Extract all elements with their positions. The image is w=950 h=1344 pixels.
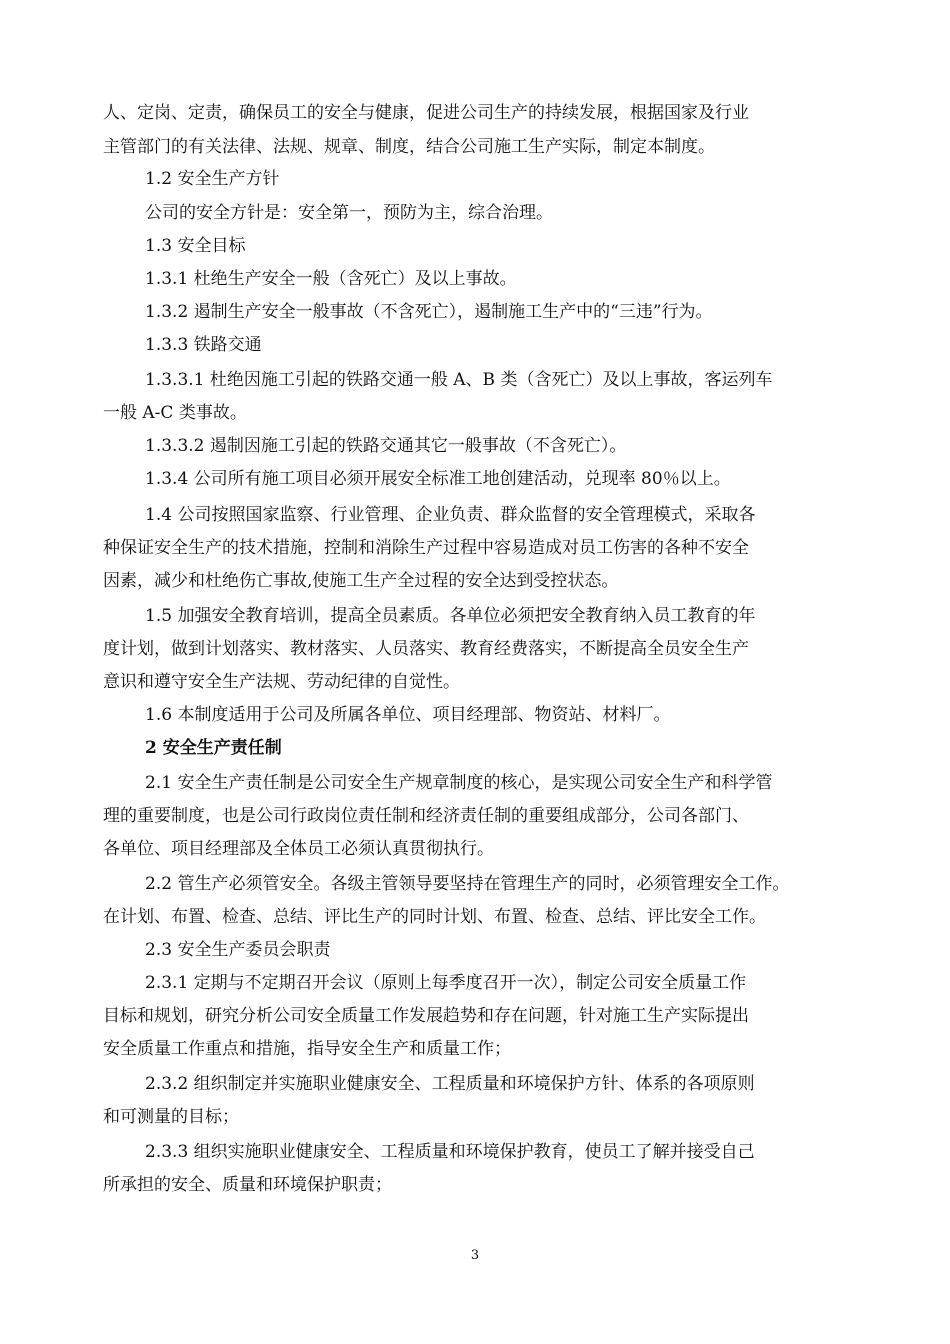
text-line: 1.6 本制度适用于公司及所属各单位、项目经理部、物资站、材料厂。: [145, 705, 671, 725]
text-line: 1.3.3 铁路交通: [145, 335, 262, 355]
text-line: 1.3.3.2 遏制因施工引起的铁路交通其它一般事故（不含死亡）。: [145, 436, 627, 456]
text-line: 1.2 安全生产方针: [145, 169, 280, 189]
text-line: 2.3.3 组织实施职业健康安全、工程质量和环境保护教育，使员工了解并接受自己: [145, 1142, 755, 1162]
text-line: 种保证安全生产的技术措施，控制和消除生产过程中容易造成对员工伤害的各种不安全: [103, 538, 749, 558]
text-line: 2.1 安全生产责任制是公司安全生产规章制度的核心，是实现公司安全生产和科学管: [145, 773, 773, 793]
text-line: 安全质量工作重点和措施，指导安全生产和质量工作；: [103, 1039, 511, 1059]
text-line: 1.3.2 遏制生产安全一般事故（不含死亡），遏制施工生产中的“三违”行为。: [145, 302, 713, 322]
text-line: 1.3.1 杜绝生产安全一般（含死亡）及以上事故。: [145, 269, 517, 289]
text-line: 所承担的安全、质量和环境保护职责；: [103, 1175, 392, 1195]
text-line: 公司的安全方针是：安全第一，预防为主，综合治理。: [145, 203, 553, 223]
text-line: 2.3.1 定期与不定期召开会议（原则上每季度召开一次），制定公司安全质量工作: [145, 973, 747, 993]
text-line: 2.3.2 组织制定并实施职业健康安全、工程质量和环境保护方针、体系的各项原则: [145, 1074, 755, 1094]
text-line: 人、定岗、定责，确保员工的安全与健康，促进公司生产的持续发展，根据国家及行业: [103, 103, 749, 123]
text-line: 度计划，做到计划落实、教材落实、人员落实、教育经费落实，不断提高全员安全生产: [103, 639, 749, 659]
text-line: 和可测量的目标；: [103, 1107, 239, 1127]
text-line: 目标和规划，研究分析公司安全质量工作发展趋势和存在问题，针对施工生产实际提出: [103, 1006, 749, 1026]
page-number: 3: [470, 1248, 480, 1263]
text-line: 一般 A-C 类事故。: [103, 403, 247, 423]
text-line: 因素，减少和杜绝伤亡事故,使施工生产全过程的安全达到受控状态。: [103, 571, 619, 591]
section-heading: 2 安全生产责任制: [145, 738, 282, 758]
text-line: 1.3 安全目标: [145, 236, 246, 256]
text-line: 在计划、布置、检查、总结、评比生产的同时计划、布置、检查、总结、评比安全工作。: [103, 907, 766, 927]
text-line: 1.3.3.1 杜绝因施工引起的铁路交通一般 A、B 类（含死亡）及以上事故，客运列车: [145, 370, 773, 390]
text-line: 2.3 安全生产委员会职责: [145, 940, 331, 960]
text-line: 2.2 管生产必须管安全。各级主管领导要坚持在管理生产的同时，必须管理安全工作。: [145, 874, 790, 894]
text-line: 主管部门的有关法律、法规、规章、制度，结合公司施工生产实际，制定本制度。: [103, 137, 715, 157]
text-line: 1.3.4 公司所有施工项目必须开展安全标准工地创建活动，兑现率 80％以上。: [145, 469, 731, 489]
text-line: 1.5 加强安全教育培训，提高全员素质。各单位必须把安全教育纳入员工教育的年: [145, 606, 756, 626]
text-line: 意识和遵守安全生产法规、劳动纪律的自觉性。: [103, 672, 460, 692]
text-line: 理的重要制度，也是公司行政岗位责任制和经济责任制的重要组成部分，公司各部门、: [103, 806, 749, 826]
text-line: 各单位、项目经理部及全体员工必须认真贯彻执行。: [103, 839, 494, 859]
text-line: 1.4 公司按照国家监察、行业管理、企业负责、群众监督的安全管理模式，采取各: [145, 505, 756, 525]
